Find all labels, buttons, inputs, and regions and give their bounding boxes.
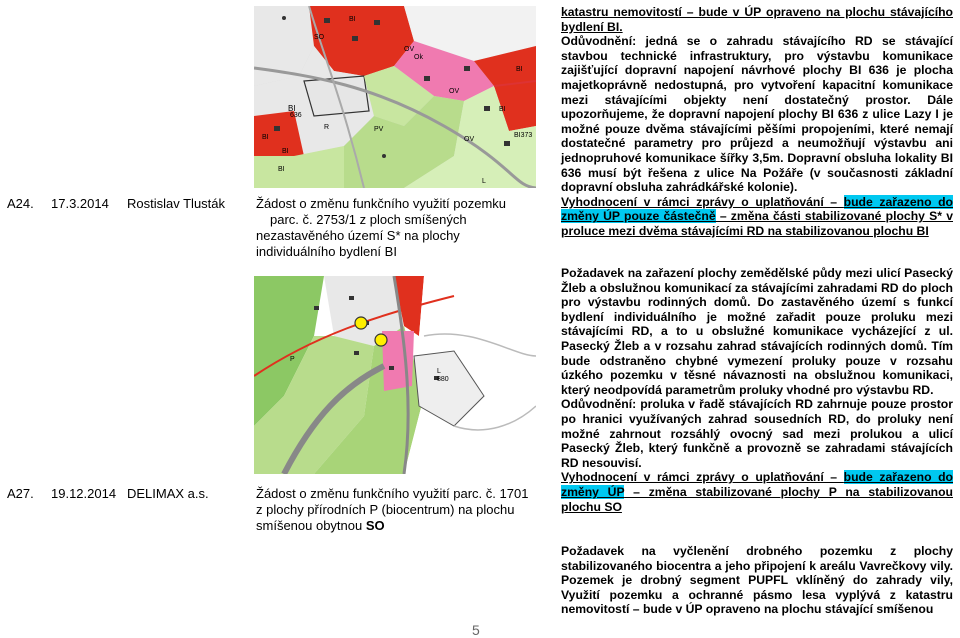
assessment-rest: – změna stabilizované plochy P na stabilizovanou plochu SO bbox=[561, 484, 953, 514]
map-drawing bbox=[254, 6, 536, 188]
map-label: OV bbox=[449, 88, 460, 95]
row-number: A24. bbox=[7, 196, 34, 211]
map-label: Ok bbox=[414, 54, 423, 61]
page-number: 5 bbox=[472, 622, 480, 638]
map-label: BI bbox=[499, 106, 506, 113]
response-a24 bbox=[561, 5, 953, 239]
request-line: parc. č. 2753/1 z ploch smíšených bbox=[270, 212, 467, 227]
row-number: A27. bbox=[7, 486, 34, 501]
request-line bbox=[256, 518, 546, 534]
map-label: BI373 bbox=[514, 132, 533, 139]
map-label: 636 bbox=[290, 112, 302, 119]
request-line-text: smíšenou obytnou bbox=[256, 518, 366, 533]
assessment bbox=[561, 470, 953, 514]
map-label: OV bbox=[404, 46, 415, 53]
row-date: 17.3.2014 bbox=[51, 196, 109, 211]
map-label: BI bbox=[282, 148, 289, 155]
assessment-prefix: Vyhodnocení v rámci zprávy o uplatňování – bbox=[561, 470, 844, 485]
request-line: individuálního bydlení BI bbox=[256, 244, 397, 259]
map-label: BI bbox=[516, 66, 523, 73]
map-label: BI bbox=[349, 16, 356, 23]
response-bottom bbox=[561, 544, 953, 617]
assessment-rest: – změna části stabilizované plochy S* v proluce mezi dvěma stávajícími RD na stabilizovanou plochu BI bbox=[561, 209, 953, 238]
map-drawing bbox=[254, 276, 536, 474]
map-label: P bbox=[290, 356, 295, 363]
row-date: 19.12.2014 bbox=[51, 486, 117, 501]
map-label: BI bbox=[262, 134, 269, 141]
response-paragraph: Odůvodnění: proluka v řadě stávajících RD zahrnuje pouze prostor po hranici využívaných zahrad sousedních RD, do proluky není možné zahrnout rozsáhlý ovocný sad mezi prolukou a ulicí Pasecký Žleb, který funkčně a provozně se zahradami stávajících RD nesouvisí. bbox=[561, 397, 953, 470]
map-label: PV bbox=[374, 126, 384, 133]
map-label: BI bbox=[278, 166, 285, 173]
map-label: SO bbox=[314, 34, 325, 41]
response-paragraph: Požadavek na vyčlenění drobného pozemku z plochy stabilizovaného biocentra a jeho připojení k areálu Vavrečkovy vily. Pozemek je drobný segment PUPFL vklíněný do zahrady vily, Využití pozemku a ochranné pásmo lesa vyplývá z katastru nemovitostí – bude v ÚP opraveno na plochu stávající smíšenou bbox=[561, 544, 953, 617]
request-bold: SO bbox=[365, 518, 385, 533]
zoning-map-a27 bbox=[254, 276, 536, 474]
row-applicant: Rostislav Tlusták bbox=[127, 196, 226, 211]
row-applicant: DELIMAX a.s. bbox=[127, 486, 209, 501]
map-label: L bbox=[482, 178, 486, 185]
request-line: Žádost o změnu funkčního využití pozemku bbox=[256, 196, 507, 211]
request-line: nezastavěného území S* na plochy bbox=[256, 228, 460, 243]
request-line: z plochy přírodních P (biocentrum) na plochu bbox=[256, 502, 515, 517]
map-label: BI bbox=[288, 104, 296, 113]
request-line: Žádost o změnu funkčního využití parc. č. 1701 bbox=[256, 486, 529, 501]
map-label: L bbox=[437, 368, 441, 375]
assessment bbox=[561, 195, 953, 239]
response-paragraph: katastru nemovitostí – bude v ÚP opraveno na plochu stávajícího bydlení BI. bbox=[561, 5, 953, 34]
assessment-prefix: Vyhodnocení v rámci zprávy o uplatňování – bbox=[561, 194, 844, 209]
response-paragraph: Odůvodnění: jedná se o zahradu stávajícího RD se stávající stavbou technické infrastruktury, pro výstavbu komunikace zajišťující dopravní napojení návrhové plochy BI 636 je plocha majetkoprávně nedostupná, pro vytvoření kapacitní komunikace mezi stávajícími objekty není dostatečný prostor. Dále upozorňujeme, že dopravní napojení plochy BI 636 z ulice Lazy I je možné pouze dvěma stávajícími pěšími propojeními, které nemají dostatečné parametry pro průjezd a neumožňují výstavbu ani jednopruhové komunikace šířky 3,5m. Dopravní obsluha lokality BI 636 musí být řešena z ulice Na Požáře (v současnosti základní dopravní obsluha zahrádkářské kolonie). bbox=[561, 34, 953, 195]
request-text bbox=[256, 196, 546, 260]
map-label: R bbox=[324, 124, 330, 131]
zoning-map-a24 bbox=[254, 6, 536, 188]
request-text bbox=[256, 486, 546, 534]
response-a27 bbox=[561, 266, 953, 514]
response-paragraph: Požadavek na zařazení plochy zemědělské půdy mezi ulicí Pasecký Žleb a obslužnou komunikací za stávajícími zahradami RD do ploch pro výstavbu rodinných domů. Do zastavěného území s funkcí bydlení individuálního je možné zařadit pouze proluku mezi stávajícími RD, a to u obslužné komunikace vycházející z ul. Pasecký Žleb a v rozsahu zahrad stávajících rodinných domů. Tím bude odstraněno chybné vymezení proluky pouze v rozsahu úzkého pozemku v těsné návaznosti na obslužnou komunikaci, který neodpovídá parametrům proluky vhodné pro výstavbu RD. bbox=[561, 266, 953, 397]
map-label: 880 bbox=[437, 376, 449, 383]
assessment-highlight: bude zařazeno do změny ÚP pouze částečně bbox=[561, 194, 953, 224]
assessment-highlight: bude zařazeno do změny ÚP bbox=[561, 470, 953, 499]
map-label: OV bbox=[464, 136, 475, 143]
